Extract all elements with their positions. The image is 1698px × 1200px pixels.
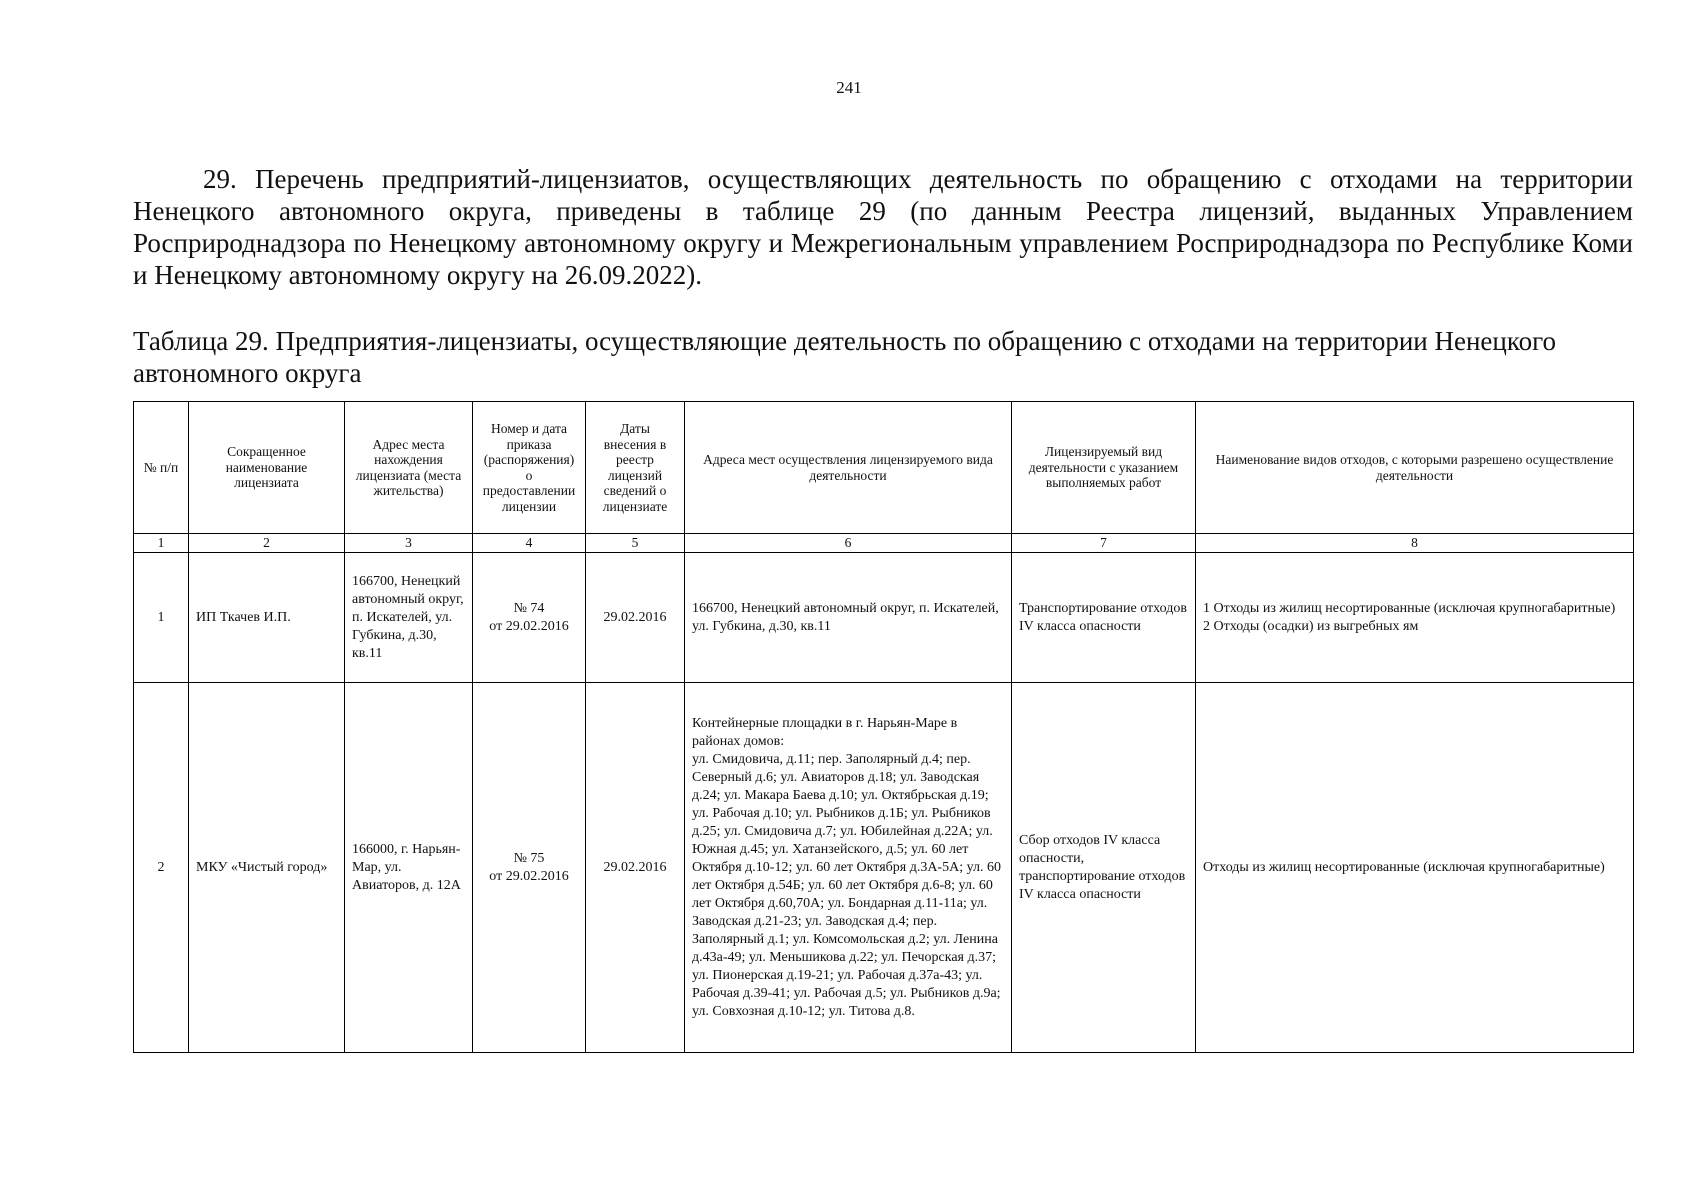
intro-paragraph: 29. Перечень предприятий-лицензиатов, осуществляющих деятельность по обращению с отходами на территории Ненецкого автономного округа, приведены в таблице 29 (по данным Реестра лицензий, выданных Управлением Росприроднадзора по Ненецкому автономному округу и Межрегиональным управлением Росприроднадзора по Республике Коми и Ненецкому автономному округу на 26.09.2022).: [133, 164, 1633, 290]
licensee-name: ИП Ткачев И.П.: [189, 553, 345, 683]
header-cell: Адрес места нахождения лицензиата (места жительства): [345, 402, 473, 534]
order-number-date: № 74 от 29.02.2016: [473, 553, 586, 683]
column-number: 4: [473, 534, 586, 553]
row-number: 2: [134, 683, 189, 1053]
header-cell: Даты внесения в реестр лицензий сведений о лицензиате: [586, 402, 685, 534]
page-number: 241: [836, 78, 862, 97]
table-row: [134, 683, 1634, 1053]
waste-types: Отходы из жилищ несортированные (исключая крупногабаритные): [1196, 683, 1634, 1053]
header-cell: № п/п: [134, 402, 189, 534]
licensee-address: 166700, Ненецкий автономный округ, п. Искателей, ул. Губкина, д.30, кв.11: [345, 553, 473, 683]
activity-places: Контейнерные площадки в г. Нарьян-Маре в районах домов: ул. Смидовича, д.11; пер. Заполярный д.4; пер. Северный д.6; ул. Авиаторов д.18; ул. Заводская д.24; ул. Макара Баева д.10; ул. Октябрьская д.19; ул. Рабочая д.10; ул. Рыбников д.1Б; ул. Рыбников д.25; ул. Смидовича д.7; ул. Юбилейная д.22А; ул. Южная д.45; ул. Хатанзейского, д.5; ул. 60 лет Октября д.10-12; ул. 60 лет Октября д.3А-5А; ул. 60 лет Октября д.54Б; ул. 60 лет Октября д.6-8; ул. 60 лет Октября д.60,70А; ул. Бондарная д.11-11а; ул. Заводская д.21-23; ул. Заводская д.4; пер. Заполярный д.1; ул. Комсомольская д.2; ул. Ленина д.43а-49; ул. Меньшикова д.22; ул. Печорская д.37; ул. Пионерская д.19-21; ул. Рабочая д.37а-43; ул. Рабочая д.39-41; ул. Рабочая д.5; ул. Рыбников д.9а; ул. Совхозная д.10-12; ул. Титова д.8.: [685, 683, 1012, 1053]
column-number: 3: [345, 534, 473, 553]
column-number: 7: [1012, 534, 1196, 553]
licensee-name: МКУ «Чистый город»: [189, 683, 345, 1053]
waste-types: 1 Отходы из жилищ несортированные (исключая крупногабаритные) 2 Отходы (осадки) из выгребных ям: [1196, 553, 1634, 683]
column-number: 6: [685, 534, 1012, 553]
licensees-table: [133, 401, 1634, 1053]
header-cell: Номер и дата приказа (распоряжения) о предоставлении лицензии: [473, 402, 586, 534]
column-number: 1: [134, 534, 189, 553]
licensed-activity: Сбор отходов IV класса опасности, транспортирование отходов IV класса опасности: [1012, 683, 1196, 1053]
registry-date: 29.02.2016: [586, 683, 685, 1053]
activity-places: 166700, Ненецкий автономный округ, п. Искателей, ул. Губкина, д.30, кв.11: [685, 553, 1012, 683]
table-header-row: [134, 402, 1634, 534]
row-number: 1: [134, 553, 189, 683]
column-number-row: [134, 534, 1634, 553]
header-cell: Адреса мест осуществления лицензируемого вида деятельности: [685, 402, 1012, 534]
column-number: 2: [189, 534, 345, 553]
licensee-address: 166000, г. Нарьян-Мар, ул. Авиаторов, д. 12А: [345, 683, 473, 1053]
registry-date: 29.02.2016: [586, 553, 685, 683]
header-cell: Сокращенное наименование лицензиата: [189, 402, 345, 534]
column-number: 5: [586, 534, 685, 553]
order-number-date: № 75 от 29.02.2016: [473, 683, 586, 1053]
table-caption: Таблица 29. Предприятия-лицензиаты, осуществляющие деятельность по обращению с отходами на территории Ненецкого автономного округа: [133, 326, 1557, 388]
table-row: [134, 553, 1634, 683]
header-cell: Наименование видов отходов, с которыми разрешено осуществление деятельности: [1196, 402, 1634, 534]
column-number: 8: [1196, 534, 1634, 553]
licensed-activity: Транспортирование отходов IV класса опасности: [1012, 553, 1196, 683]
header-cell: Лицензируемый вид деятельности с указанием выполняемых работ: [1012, 402, 1196, 534]
